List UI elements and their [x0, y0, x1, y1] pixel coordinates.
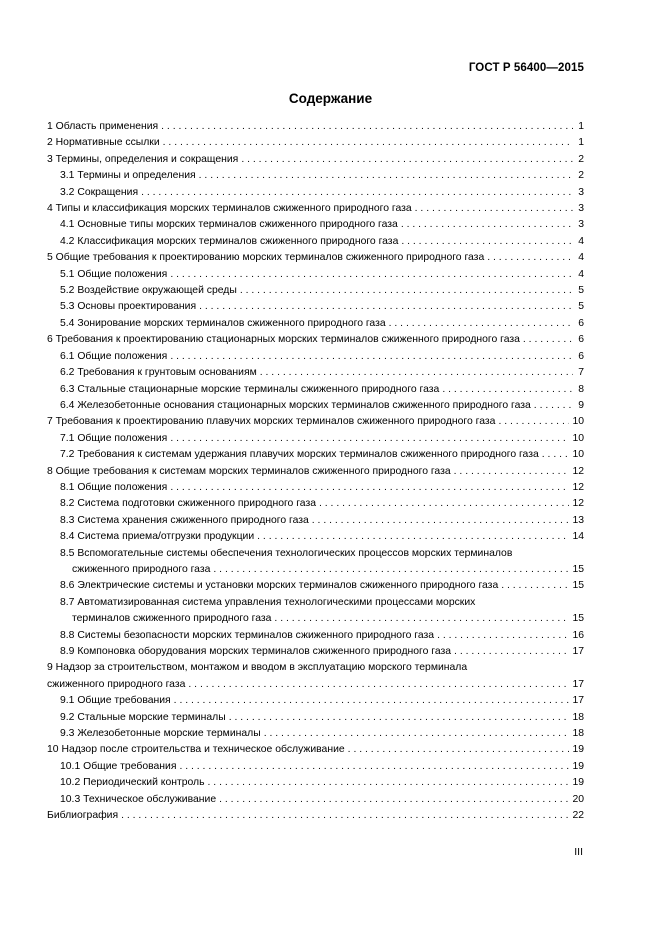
toc-entry-label: 3 Термины, определения и сокращения [47, 153, 239, 165]
toc-entry-label-continued: сжиженного природного газа [72, 563, 211, 575]
toc-entry-page: 15 [572, 613, 584, 625]
toc-entry[interactable] [47, 759, 584, 775]
dot-leader [437, 628, 569, 644]
toc-entry-label: 9.1 Общие требования [60, 695, 171, 707]
dot-leader [170, 480, 569, 496]
toc-entry-label: 3.2 Сокращения [60, 186, 139, 198]
toc-entry-label: 8 Общие требования к системам морских терминалов сжиженного природного газа [47, 465, 451, 477]
toc-entry-page: 13 [572, 514, 584, 526]
toc-entry[interactable] [47, 644, 584, 660]
dot-leader [208, 775, 570, 791]
toc-entry-page: 19 [572, 760, 584, 772]
dot-leader [188, 677, 569, 693]
toc-entry-page: 17 [572, 646, 584, 657]
toc-entry[interactable] [47, 546, 584, 579]
toc-entry-label: 6.3 Стальные стационарные морские терминалы сжиженного природного газа [60, 383, 440, 395]
dot-leader [161, 119, 573, 135]
toc-entry[interactable] [47, 742, 584, 758]
dot-leader [121, 808, 569, 824]
dot-leader [170, 267, 573, 283]
toc-entry-label: 7 Требования к проектированию плавучих морских терминалов сжиженного природного газа [47, 416, 496, 428]
toc-entry-page: 17 [572, 695, 584, 707]
toc-entry[interactable] [47, 447, 584, 463]
toc-entry-label: 10.3 Техническое обслуживание [60, 793, 217, 805]
toc-entry-label-continued: терминалов сжиженного природного газа [72, 613, 272, 625]
toc-entry[interactable] [47, 365, 584, 381]
toc-entry[interactable] [47, 660, 584, 693]
toc-entry-label: 10 Надзор после строительства и техническое обслуживание [47, 744, 345, 756]
toc-entry-label: 9.2 Стальные морские терминалы [60, 711, 226, 723]
toc-entry[interactable] [47, 431, 584, 447]
toc-entry-label: 7.2 Требования к системам удержания плавучих морских терминалов сжиженного природного газа [60, 449, 539, 461]
dot-leader [319, 496, 569, 512]
toc-entry-page: 6 [578, 317, 584, 329]
toc-entry-page: 6 [578, 350, 584, 362]
toc-entry-page: 4 [578, 235, 584, 247]
toc-entry-page: 7 [578, 367, 584, 379]
dot-leader [542, 447, 570, 463]
toc-entry-label: 5.4 Зонирование морских терминалов сжиженного природного газа [60, 317, 386, 329]
dot-leader [274, 611, 569, 627]
toc-entry-page: 5 [578, 301, 584, 313]
toc-entry[interactable] [47, 332, 584, 348]
dot-leader [523, 332, 573, 348]
toc-entry-label: 5.2 Воздействие окружающей среды [60, 285, 237, 297]
toc-entry-label: 8.5 Вспомогательные системы обеспечения технологических процессов морских терминалов [60, 547, 513, 559]
toc-title: Содержание [288, 91, 373, 106]
toc-entry[interactable] [47, 135, 584, 151]
toc-entry-page: 16 [572, 629, 584, 641]
toc-entry-page: 15 [572, 563, 584, 575]
dot-leader [454, 644, 569, 660]
toc-entry[interactable] [47, 464, 584, 480]
toc-entry[interactable] [47, 267, 584, 283]
dot-leader [199, 168, 573, 184]
toc-entry-label: 4.2 Классификация морских терминалов сжиженного природного газа [60, 235, 399, 247]
dot-leader [179, 759, 569, 775]
toc-entry-label: 6.4 Железобетонные основания стационарных морских терминалов сжиженного природного газа [60, 399, 531, 411]
toc-entry-label: 7.1 Общие положения [60, 432, 168, 444]
toc-entry-label: 9.3 Железобетонные морские терминалы [60, 728, 261, 740]
toc-entry[interactable] [47, 480, 584, 496]
dot-leader [240, 283, 573, 299]
document-code: ГОСТ Р 56400—2015 [468, 62, 584, 74]
dot-leader [260, 365, 573, 381]
toc-entry-label: 10.2 Периодический контроль [60, 777, 205, 789]
toc-entry[interactable] [47, 628, 584, 644]
dot-leader [498, 414, 569, 430]
dot-leader [163, 135, 573, 151]
dot-leader [454, 464, 570, 480]
toc-entry[interactable] [47, 775, 584, 791]
dot-leader [312, 513, 570, 529]
toc-entry[interactable] [47, 496, 584, 512]
toc-entry-label: 9 Надзор за строительством, монтажом и вводом в эксплуатацию морского терминала [47, 662, 468, 674]
toc-entry[interactable] [47, 414, 584, 430]
dot-leader [442, 382, 573, 398]
toc-entry-page: 12 [572, 498, 584, 510]
dot-leader [141, 185, 573, 201]
toc-entry[interactable] [47, 578, 584, 594]
dot-leader [487, 250, 573, 266]
toc-entry[interactable] [47, 693, 584, 709]
dot-leader [534, 398, 573, 414]
toc-entry-page: 2 [578, 170, 584, 182]
toc-entry[interactable] [47, 529, 584, 545]
toc-entry-page: 4 [578, 268, 584, 280]
toc-entry-page: 17 [572, 678, 584, 690]
dot-leader [348, 742, 570, 758]
toc-entry-label: Библиография [47, 810, 119, 822]
dot-leader [219, 792, 569, 808]
toc-entry-page: 19 [572, 744, 584, 756]
toc-entry-page: 3 [578, 203, 584, 215]
dot-leader [257, 529, 569, 545]
dot-leader [170, 349, 573, 365]
toc-entry-page: 4 [578, 252, 584, 264]
toc-entry-page: 15 [572, 580, 584, 592]
toc-entry-label: 5 Общие требования к проектированию морских терминалов сжиженного природного газа [47, 252, 485, 264]
toc-entry-label: 3.1 Термины и определения [60, 170, 196, 182]
toc-entry-page: 18 [572, 711, 584, 723]
toc-entry-label: 8.6 Электрические системы и установки морских терминалов сжиженного природного газа [60, 580, 499, 592]
toc-entry-label: 6.1 Общие положения [60, 350, 168, 362]
dot-leader [174, 693, 570, 709]
toc-entry-label: 8.4 Система приема/отгрузки продукции [60, 531, 255, 543]
toc-entry[interactable] [47, 710, 584, 726]
toc-entry-page: 1 [578, 121, 584, 132]
toc-entry-page: 3 [578, 219, 584, 231]
toc-entry[interactable] [47, 152, 584, 168]
toc-entry-page: 10 [572, 449, 584, 461]
dot-leader [401, 217, 573, 233]
toc-entry-page: 5 [578, 285, 584, 297]
toc-entry[interactable] [47, 119, 584, 135]
toc-entry-label: 6.2 Требования к грунтовым основаниям [60, 367, 257, 379]
toc-entry[interactable] [47, 595, 584, 628]
toc-entry[interactable] [47, 349, 584, 365]
toc-entry-page: 8 [578, 383, 584, 395]
dot-leader [389, 316, 573, 332]
toc-entry-page: 10 [572, 432, 584, 444]
toc-entry-page: 14 [572, 531, 584, 543]
toc-entry[interactable] [47, 513, 584, 529]
toc-entry-page: 19 [572, 777, 584, 789]
dot-leader [264, 726, 570, 742]
toc-entry-page: 2 [578, 153, 584, 165]
toc-entry[interactable] [47, 792, 584, 808]
toc-entry-label: 4 Типы и классификация морских терминалов сжиженного природного газа [47, 203, 412, 215]
toc-entry-label: 8.3 Система хранения сжиженного природного газа [60, 514, 309, 526]
toc-entry[interactable] [47, 168, 584, 184]
toc-entry-label: 8.9 Компоновка оборудования морских терминалов сжиженного природного газа [60, 646, 452, 657]
toc-entry-label: 8.7 Автоматизированная система управления технологическими процессами морских [60, 596, 476, 608]
dot-leader [415, 201, 573, 217]
toc-entry-page: 10 [572, 416, 584, 428]
toc-entry[interactable] [47, 316, 584, 332]
toc-entry-page: 12 [572, 481, 584, 493]
toc-entry-label: 8.2 Система подготовки сжиженного природного газа [60, 498, 316, 510]
toc-entry-page: 18 [572, 728, 584, 740]
dot-leader [241, 152, 573, 168]
toc-entry-label: 8.1 Общие положения [60, 481, 168, 493]
toc-entry[interactable] [47, 185, 584, 201]
toc-entry[interactable] [47, 201, 584, 217]
page-number: III [574, 846, 583, 858]
dot-leader [199, 299, 573, 315]
toc-entry-label: 10.1 Общие требования [60, 760, 177, 772]
toc-entry-page: 22 [572, 810, 584, 822]
toc-entry-page: 3 [578, 186, 584, 198]
toc-entry-label: 2 Нормативные ссылки [47, 137, 160, 149]
toc-entry[interactable] [47, 398, 584, 414]
dot-leader [170, 431, 569, 447]
dot-leader [501, 578, 569, 594]
toc-entry-label-continued: сжиженного природного газа [47, 678, 186, 690]
dot-leader [401, 234, 573, 250]
table-of-contents [47, 119, 584, 824]
toc-entry-page: 9 [578, 399, 584, 411]
toc-entry-label: 6 Требования к проектированию стационарных морских терминалов сжиженного природного газа [47, 334, 520, 346]
toc-entry[interactable] [47, 299, 584, 315]
toc-entry[interactable] [47, 283, 584, 299]
toc-entry[interactable] [47, 234, 584, 250]
toc-entry-page: 12 [572, 465, 584, 477]
dot-leader [213, 562, 569, 578]
toc-entry[interactable] [47, 382, 584, 398]
toc-entry[interactable] [47, 217, 584, 233]
toc-entry-page: 6 [578, 334, 584, 346]
toc-entry[interactable] [47, 250, 584, 266]
toc-entry-page: 20 [572, 793, 584, 805]
toc-entry-page: 1 [578, 137, 584, 149]
toc-entry-label: 4.1 Основные типы морских терминалов сжиженного природного газа [60, 219, 398, 231]
toc-entry[interactable] [47, 726, 584, 742]
toc-entry-label: 5.3 Основы проектирования [60, 301, 197, 313]
toc-entry-label: 8.8 Системы безопасности морских терминалов сжиженного природного газа [60, 629, 435, 641]
toc-entry-label: 1 Область применения [47, 121, 159, 132]
dot-leader [229, 710, 570, 726]
toc-entry[interactable] [47, 808, 584, 824]
toc-entry-label: 5.1 Общие положения [60, 268, 168, 280]
